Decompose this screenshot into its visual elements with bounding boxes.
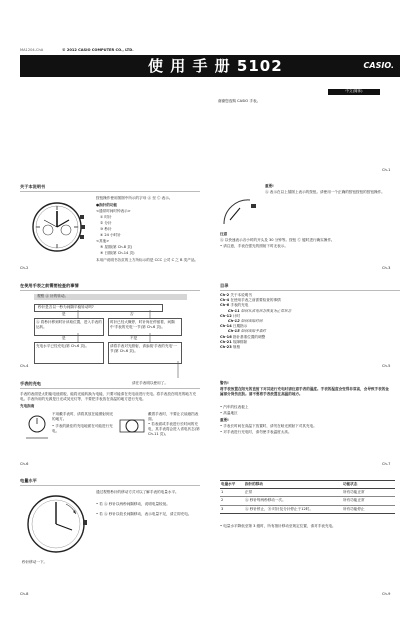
table-row (220, 489, 395, 497)
language-tab: 中文(简体) (328, 89, 380, 95)
divider (220, 290, 400, 291)
document-code: MA1204-ChA (20, 48, 44, 52)
flow-step-1: 观察 Ⓐ 针的转动。 (34, 294, 187, 300)
important-text: Ⓐ 表示在以上插图上表示的按钮。请使用一个正确的按钮按钮的按钮操作。 (265, 190, 385, 194)
toc-page: Ch-16 (220, 334, 232, 339)
flow-box-left: Ⓐ 将秒针移到时针读取位置，进入手表的运转。 (34, 318, 104, 336)
divider (20, 290, 200, 291)
watch-on-wrist-diagram (118, 412, 146, 440)
flow-yes: 是 (62, 312, 66, 316)
page-ref-ch2: Ch-2 (20, 266, 29, 270)
table-cell: 1 (221, 490, 224, 495)
contents-list (220, 293, 291, 350)
toc-link[interactable]: 关于本说明书 (230, 293, 252, 297)
charging-tip-right: 戴着手表时，不要让衣袖遮挡表面。 (148, 412, 199, 422)
page-ref-ch8: Ch-8 (20, 592, 29, 596)
hands-heading: ●指针的功能 (96, 203, 118, 207)
toc-page: Ch-2 (220, 293, 230, 297)
watch-diagram (26, 196, 88, 258)
table-row (220, 497, 395, 505)
hand-item: ③ 秒针 (100, 227, 112, 231)
table-cell: Ⓐ 秒针停止，Ⓑ 时针及分针停止于12时。 (245, 506, 313, 511)
flow-box-right: 时针已经大概停，时针尚在停留着，间隔中'手表的充电'一节(第 Ch-6 页)。 (108, 318, 182, 336)
toc-page: Ch-23 (220, 345, 232, 350)
page-ref-ch1: Ch-1 (382, 168, 391, 172)
power-bullet: • 若 Ⓐ 秒针以较长间隔移动，表示电量不足，请立即充电。 (96, 512, 192, 516)
page-ref-ch9: Ch-9 (382, 592, 391, 596)
toc-page: Ch-14 (220, 324, 232, 329)
casio-logo: CASIO. (363, 61, 394, 70)
flow-no: 否 (130, 312, 134, 316)
toc-link[interactable]: 日期指示 (232, 324, 248, 329)
page-ref-ch7: Ch-7 (382, 462, 391, 466)
power-text: 通过观察秒针的移动方式可以了解手表的电量水平。 (96, 490, 179, 494)
warning-text: 将手表放置在阳光的直射下对其进行充电时请注意手表的温度。手表的温度会变得非常高，会导致手表的金属部分烫伤皮肤。请不要将手表放置在高温的地方。 (220, 387, 389, 397)
hand-item: ② 分针 (100, 221, 112, 225)
warning-important-title: 重要! (220, 418, 229, 422)
diagram-caption: 秒针移动一下。 (22, 560, 48, 564)
table-row (220, 506, 395, 514)
table-cell: Ⓐ 秒针每两秒移动一次。 (245, 498, 286, 503)
table-cell: 正常 (245, 490, 253, 495)
page-ref-ch5: Ch-5 (382, 364, 391, 368)
power-level-table (220, 480, 395, 514)
table-cell: 2 (221, 498, 224, 503)
section-about-manual: 关于本说明书 (20, 184, 46, 189)
charging-guide-title: 充电指南 (20, 404, 35, 408)
section-check-before-use: 在使用手表之前需要检查的事情 (20, 283, 79, 288)
toc-page: Ch-6 (220, 303, 230, 308)
toc-page: Ch-4 (220, 298, 230, 303)
manual-note: 本用户说明书各页的上方所标示的是 CCC 公司 C 之 B 类产品。 (96, 258, 199, 262)
hand-item: ① 时针 (100, 215, 112, 219)
warning-bullet: • 手表长时间在高温下放置时，请勿在暗光照射下对其充电。 (220, 424, 317, 428)
table-note: • 电量水平降低至第 3 级时，所有指针移动至规定位置，请对手表充电。 (220, 524, 336, 528)
charging-text: 手表的表面是太阳能电池面板，能将光能转换为电能，只要可能请在充电前进行充电。将手表放在明亮的地方充电。手表所用的光源是日光或荧光灯等，不要把手表放在高温的地方进行充电。 (20, 392, 197, 402)
toc-link[interactable]: 指针基准位置的调整 (232, 334, 266, 339)
toc-link[interactable]: 如何从省电状态恢复为正常状态 (240, 308, 292, 313)
flow-yes-2: 是 (62, 336, 66, 340)
toc-page: Ch-15 (228, 329, 240, 334)
toc-page: Ch-12 (228, 319, 240, 324)
flow-box-right-2: 请将手表对光照射，请参阅'手表的充电'一节(第 Ch-6 页)。 (108, 342, 182, 364)
flow-final: 请在手表明以使用了。 (132, 381, 168, 385)
column-header: 功能状态 (343, 482, 358, 486)
table-cell: 所有功能正常 (343, 490, 365, 495)
toc-page: Ch-21 (220, 339, 232, 344)
hands-list-title: <通常时间时钟表示> (96, 209, 131, 213)
second-hand-diagram (22, 490, 90, 558)
column-header: 电量水平 (221, 482, 236, 486)
warning-bullet: • 高温地区 (220, 411, 238, 415)
toc-page: Ch-11 (228, 308, 240, 313)
column-header: 指针的移动 (245, 482, 263, 486)
divider (20, 485, 200, 486)
watch-closeup-diagram (220, 196, 260, 226)
button-note: 按钮操作使用图图中所示的字母 Ⓐ 至 Ⓒ 表示。 (96, 196, 173, 200)
divider (20, 388, 200, 389)
hand-item: ④ 24 小时针 (100, 233, 121, 237)
section-charging: 手表的充电 (20, 381, 41, 386)
note-title: 注意 (220, 232, 228, 236)
table-cell: 所有功能停止 (343, 506, 365, 511)
charging-tip-right-bullet: • 若表面或手表进行长时间的充电，其手表将会进入省电状态(第 Ch-11 页)。 (148, 422, 200, 437)
toc-link[interactable]: 手表的充电 (230, 303, 249, 308)
toc-link[interactable]: 故障排除 (232, 339, 248, 344)
note-text: Ⓐ 以快速表示各小时的开头及 30 分钟等。按钮 Ⓒ 键时进行确实操作。 (220, 238, 335, 242)
others-title: <其他> (96, 239, 110, 243)
flow-no-2: 不是 (130, 336, 138, 340)
toc-link[interactable]: 计时 (232, 313, 241, 318)
title-bar (20, 55, 400, 77)
warning-title: 警告! (220, 381, 229, 385)
table-cell: 所有功能正常 (343, 498, 365, 503)
manual-title: 使 用 手 册 5102 (148, 57, 283, 75)
page-ref-ch3: Ch-3 (382, 266, 391, 270)
warning-bullet: • 对手表进行充电时，请勿使手表温度太高。 (220, 430, 292, 434)
toc-link[interactable]: 规格 (232, 345, 241, 350)
charging-tip-left: 不用戴手表时，请将其放在能照射到光的地方。 (52, 412, 114, 422)
toc-link[interactable]: 如何读取手表时 (240, 329, 267, 334)
charging-tip-left-bullet: • 手表的最佳的充电地面在可能进行充电。 (52, 424, 113, 434)
other-item: ⑤ 星期(第 Ch-8 页) (100, 245, 133, 249)
flow-arrows (20, 300, 200, 380)
flow-box-left-2: 充电水平已经充电(第 Ch-6 页)。 (34, 342, 104, 364)
toc-link[interactable]: 如何读取时间 (240, 319, 263, 324)
warning-bullet: • 汽车的仪表板上 (220, 405, 249, 409)
note-bullet: • 请注意，手表在强光的照射下时无表示。 (220, 244, 288, 248)
copyright: © 2012 CASIO COMPUTER CO., LTD. (62, 48, 134, 52)
toc-link[interactable]: 在使用手表之前需要检查的事情 (230, 298, 281, 303)
toc-page: Ch-12 (220, 313, 232, 318)
table-header (220, 480, 395, 489)
page-ref-ch4: Ch-4 (20, 364, 29, 368)
flow-question: 秒针是否以一秒为间隔平稳转动吗? (34, 304, 163, 312)
section-contents: 目录 (220, 283, 229, 288)
important-title: 重要! (265, 184, 274, 188)
divider (20, 191, 200, 192)
intro-text: 谢谢您选购 CASIO 手表。 (218, 99, 261, 103)
section-power-level: 电量水平 (20, 478, 37, 483)
watch-on-table-diagram (24, 412, 50, 440)
page-ref-ch6: Ch-6 (20, 462, 29, 466)
power-bullet: • 若 Ⓐ 秒针以两秒间隔移动，说明电量较低。 (96, 502, 170, 506)
table-cell: 3 (221, 506, 224, 511)
other-item: ⑥ 日期(第 Ch-14 页) (100, 251, 135, 255)
